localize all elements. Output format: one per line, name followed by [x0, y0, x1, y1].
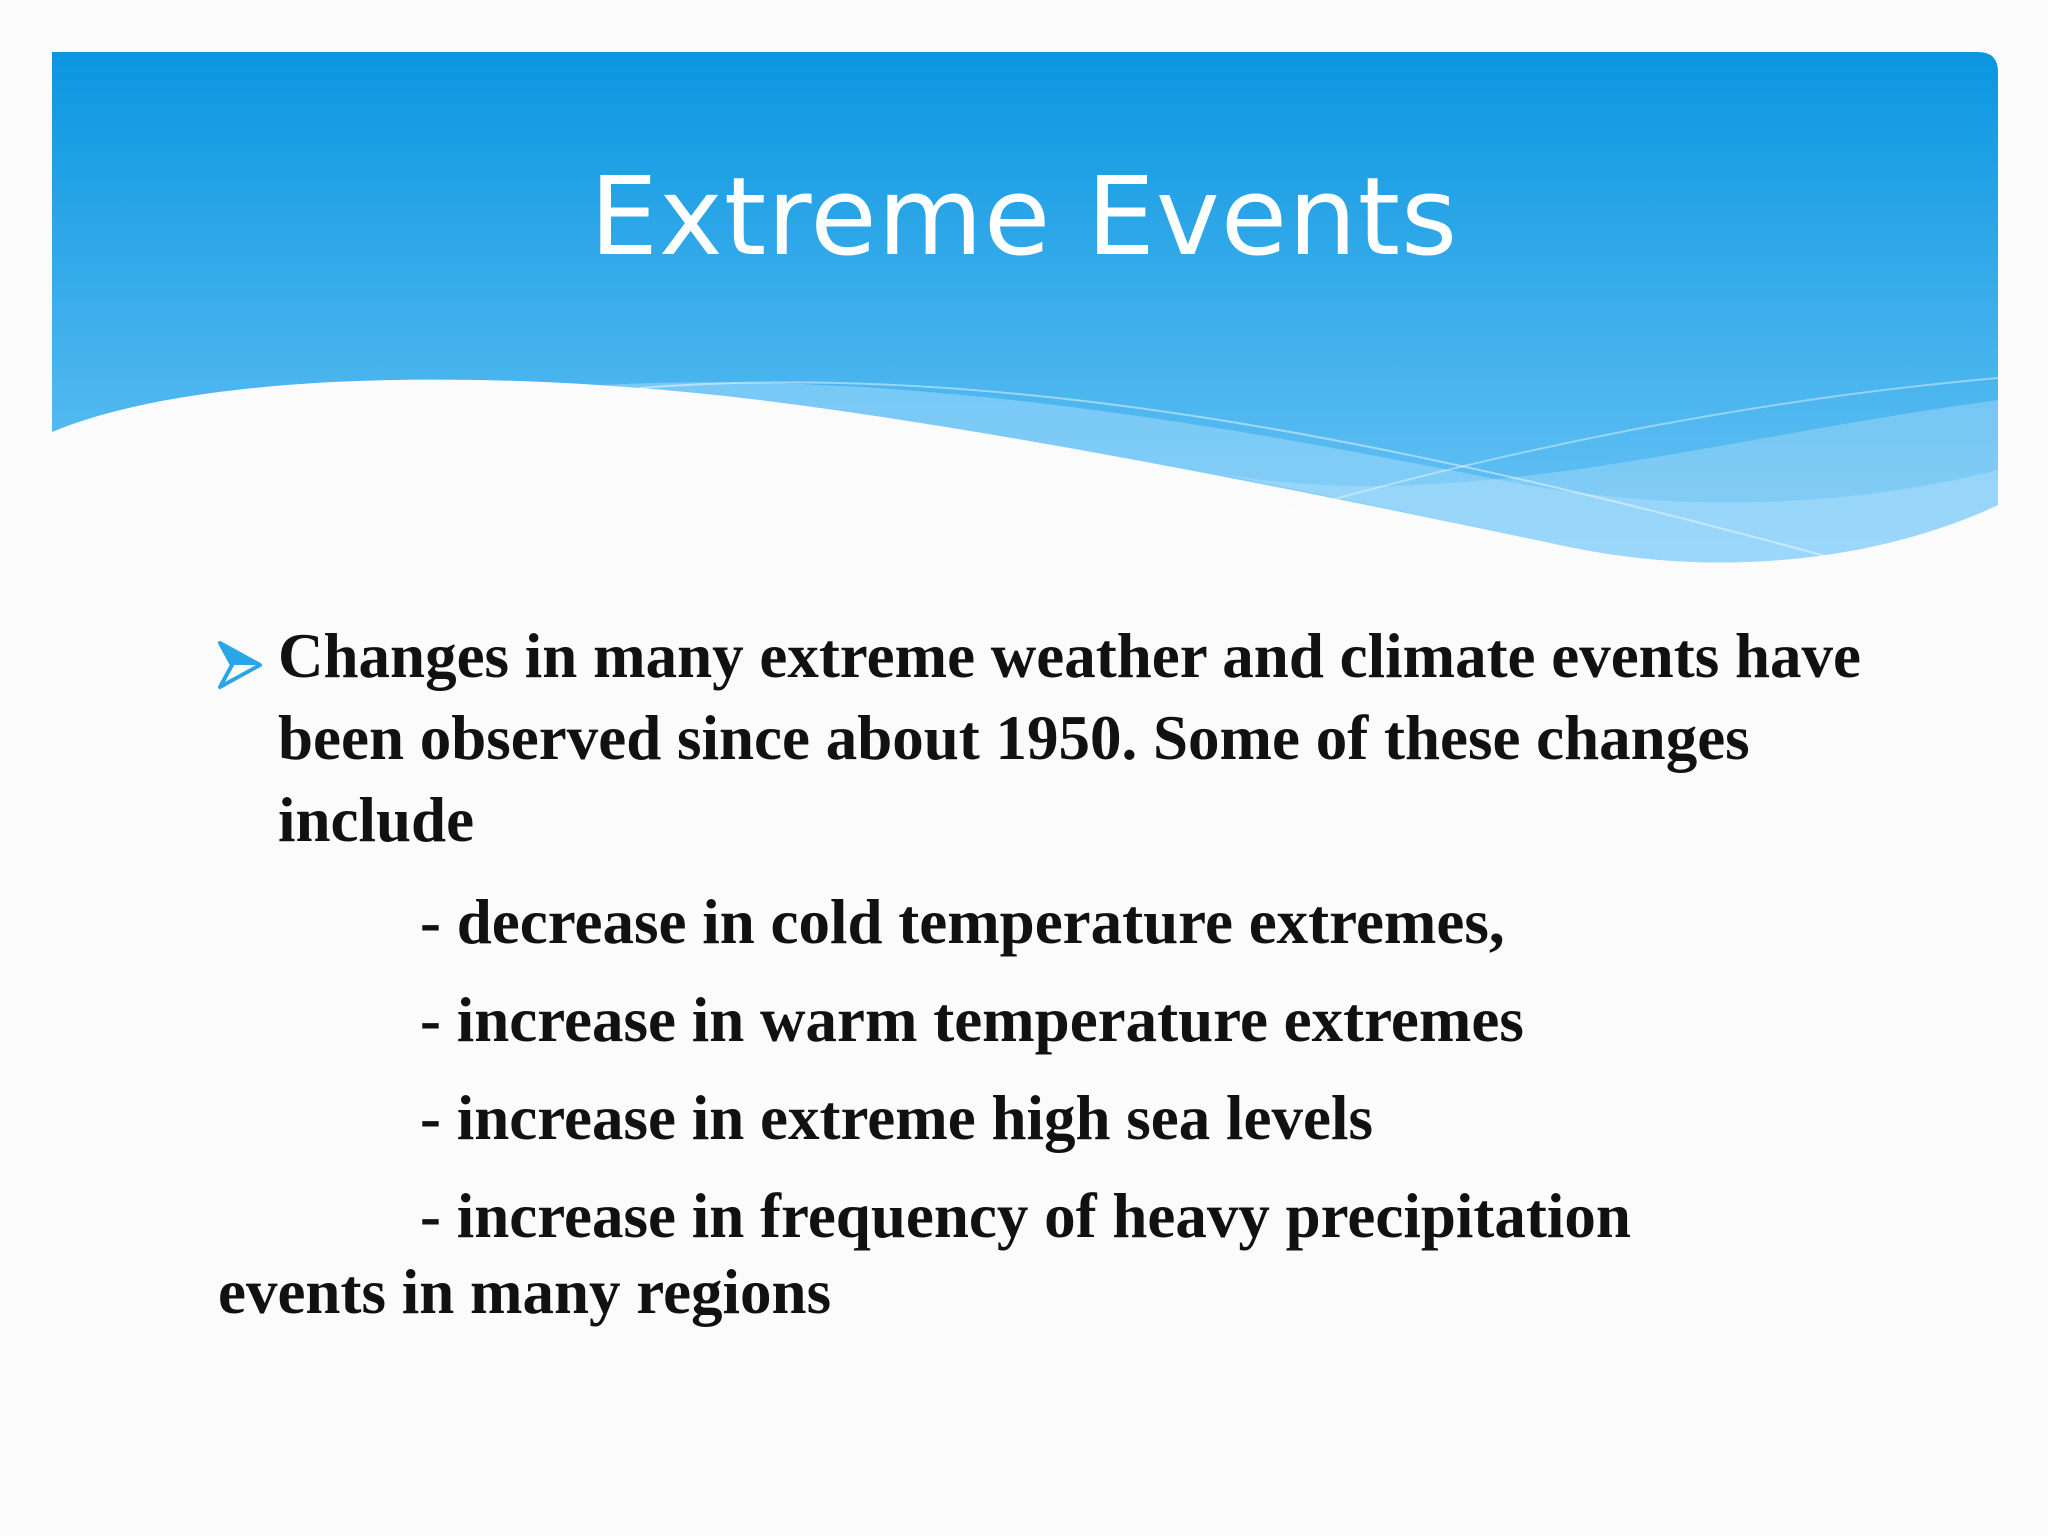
sub-item-sea-levels: - increase in extreme high sea levels [420, 1083, 1373, 1153]
sub-item-cold: - decrease in cold temperature extremes, [420, 887, 1505, 957]
bullet-text: Changes in many extreme weather and climate events have been observed since about 1950. Some of these changes include [278, 621, 1861, 855]
sub-item-continuation: events in many regions [218, 1257, 832, 1327]
header-banner [0, 0, 2048, 620]
slide-body [218, 615, 1868, 1333]
slide-title: Extreme Events [589, 155, 1459, 280]
arrow-bullet-icon [218, 615, 278, 706]
sub-item-warm: - increase in warm temperature extremes [420, 985, 1524, 1055]
bullet-item [218, 615, 1868, 861]
sub-item-precipitation: - increase in frequency of heavy precipitation [420, 1181, 1631, 1251]
